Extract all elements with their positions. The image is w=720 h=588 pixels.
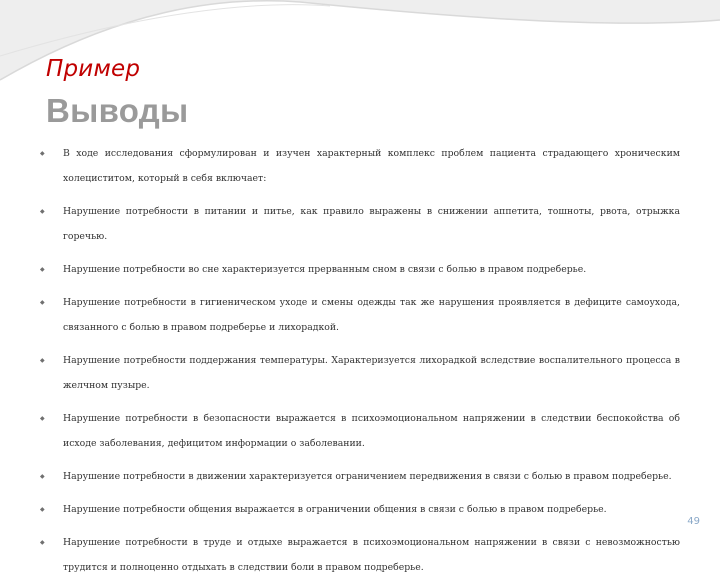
slide-subtitle: Пример bbox=[46, 56, 141, 82]
bullet-icon: ◆ bbox=[40, 150, 45, 157]
list-item-text: Нарушение потребности в безопасности выражается в психоэмоциональном напряжении в следствии беспокойства об исходе заболевания, дефицитом информации о заболевании. bbox=[63, 413, 680, 449]
bullet-icon: ◆ bbox=[40, 208, 45, 215]
list-item bbox=[40, 257, 680, 282]
list-item-text: Нарушение потребности в питании и питье, как правило выражены в снижении аппетита, тошноты, рвота, отрыжка горечью. bbox=[63, 206, 680, 242]
list-item-text: В ходе исследования сформулирован и изучен характерный комплекс проблем пациента страдающего хроническим холециститом, который в себя включает: bbox=[63, 148, 680, 184]
list-item bbox=[40, 141, 680, 191]
list-item-text: Нарушение потребности общения выражается в ограничении общения в связи с болью в правом подреберье. bbox=[63, 504, 607, 515]
list-item bbox=[40, 530, 680, 580]
list-item bbox=[40, 406, 680, 456]
list-item-text: Нарушение потребности поддержания температуры. Характеризуется лихорадкой вследствие воспалительного процесса в желчном пузыре. bbox=[63, 355, 680, 391]
list-item bbox=[40, 199, 680, 249]
bullet-icon: ◆ bbox=[40, 266, 45, 273]
list-item-text: Нарушение потребности в труде и отдыхе выражается в психоэмоциональном напряжении в связи с невозможностью трудится и полноценно отдыхать в следствии боли в правом подреберье. bbox=[63, 537, 680, 573]
list-item-text: Нарушение потребности в движении характеризуется ограничением передвижения в связи с болью в правом подреберье. bbox=[63, 471, 672, 482]
bullet-icon: ◆ bbox=[40, 473, 45, 480]
list-item bbox=[40, 497, 680, 522]
list-item bbox=[40, 464, 680, 489]
bullet-icon: ◆ bbox=[40, 415, 45, 422]
conclusions-list bbox=[40, 141, 680, 588]
bullet-icon: ◆ bbox=[40, 357, 45, 364]
list-item-text: Нарушение потребности во сне характеризуется прерванным сном в связи с болью в правом подреберье. bbox=[63, 264, 587, 275]
list-item-text: Нарушение потребности в гигиеническом уходе и смены одежды так же нарушения проявляется в дефиците самоухода, связанного с болью в правом подреберье и лихорадкой. bbox=[63, 297, 680, 333]
list-item bbox=[40, 348, 680, 398]
bullet-icon: ◆ bbox=[40, 506, 45, 513]
list-item bbox=[40, 290, 680, 340]
page-number: 49 bbox=[687, 516, 700, 527]
bullet-icon: ◆ bbox=[40, 539, 45, 546]
bullet-icon: ◆ bbox=[40, 299, 45, 306]
slide-title: Выводы bbox=[46, 92, 189, 129]
